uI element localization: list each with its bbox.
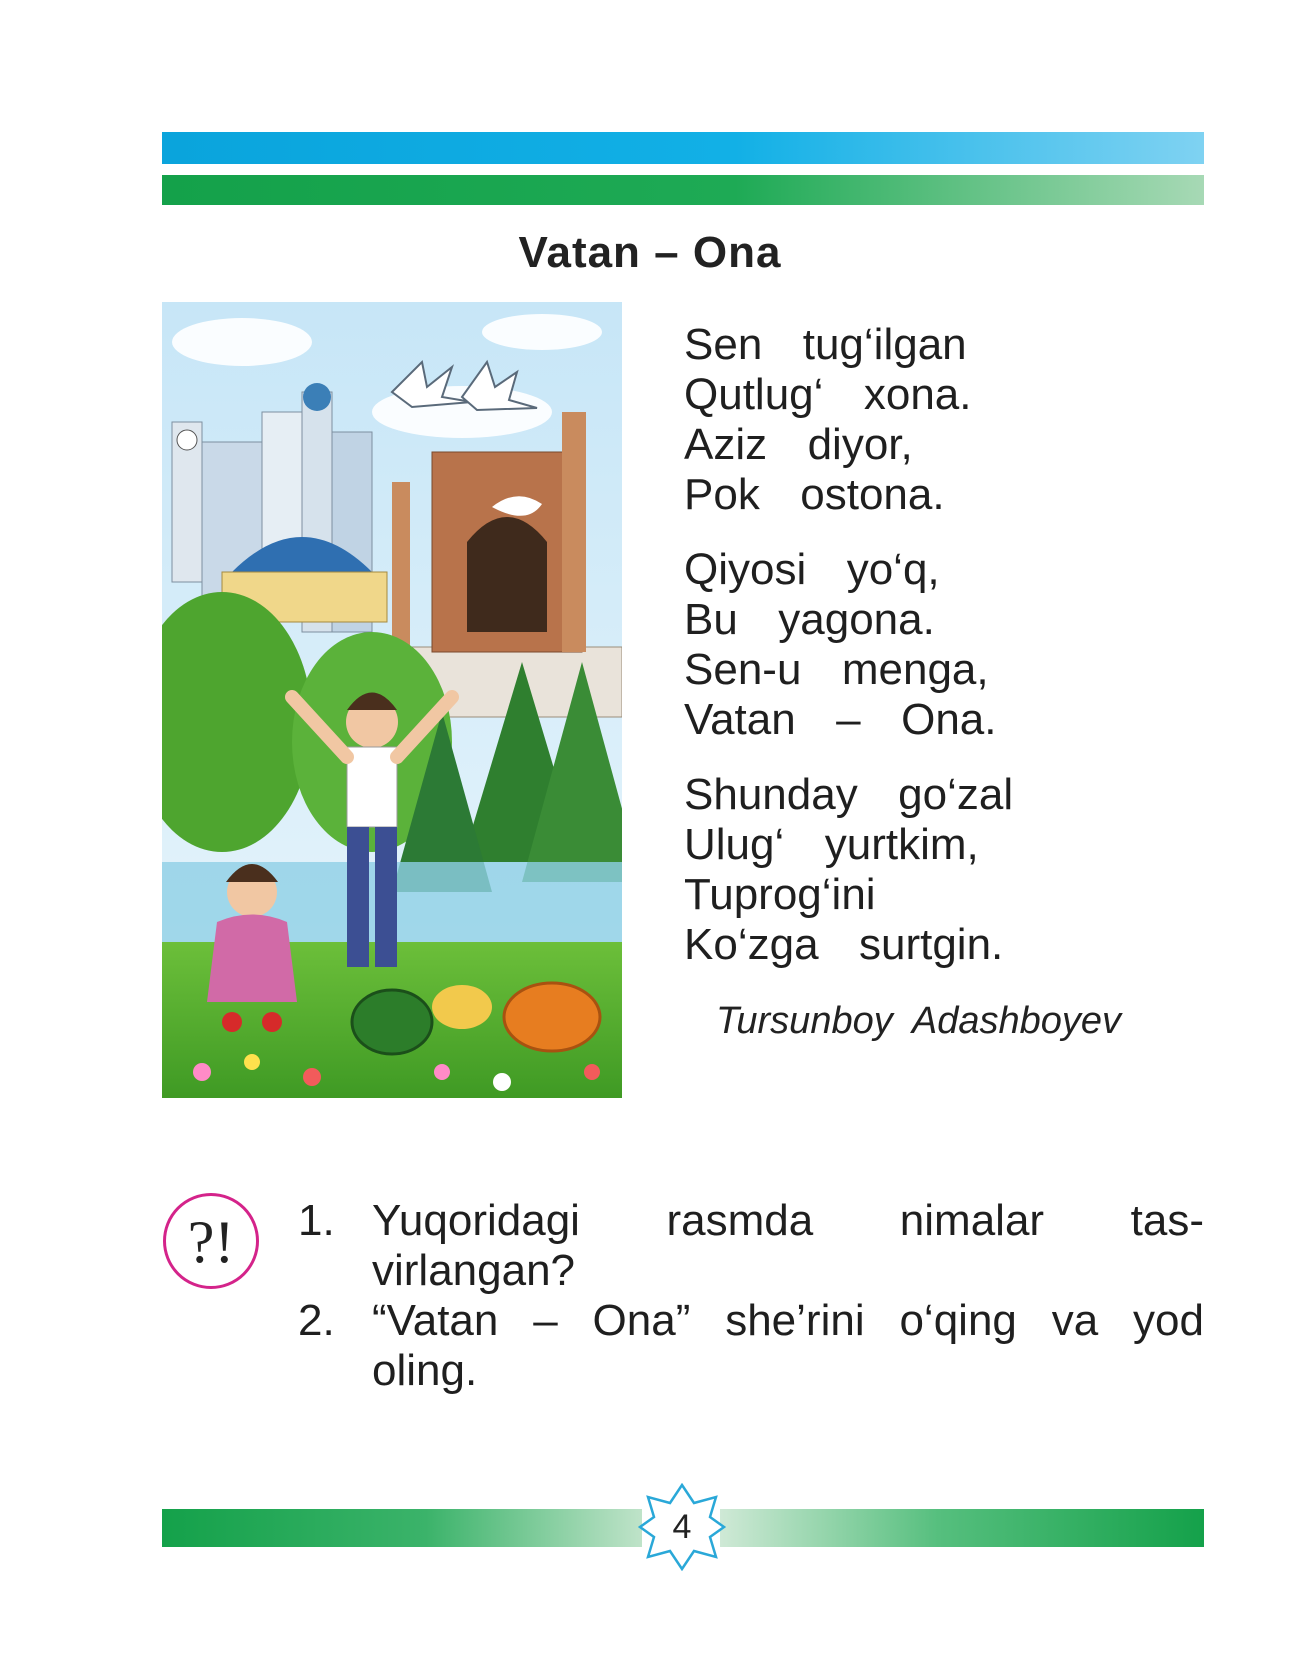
poem-line: Tuprog‘ini xyxy=(684,870,876,919)
question-item xyxy=(298,1296,1204,1396)
poem-line: Vatan – Ona. xyxy=(684,695,997,744)
poem-line: Ulug‘ yurtkim, xyxy=(684,820,979,869)
poem-line: Pok ostona. xyxy=(684,470,945,519)
questions-list xyxy=(298,1196,1204,1396)
poem-line: Qiyosi yo‘q, xyxy=(684,545,940,594)
page-title: Vatan – Ona xyxy=(518,228,782,277)
footer-bar-left xyxy=(162,1509,642,1547)
page-number: 4 xyxy=(672,1508,692,1546)
question-text: Yuqoridagi rasmda nimalar tas- virlangan? xyxy=(372,1196,1204,1295)
poem-line: Sen-u menga, xyxy=(684,645,989,694)
question-exclamation-icon: ?! xyxy=(163,1193,259,1289)
header-bar-green xyxy=(162,175,1204,205)
poem xyxy=(684,320,1013,995)
poem-author: Tursunboy Adashboyev xyxy=(716,1000,1122,1042)
poem-line: Shunday go‘zal xyxy=(684,770,1014,819)
watermelon-icon xyxy=(352,990,432,1054)
poem-stanza xyxy=(684,320,1013,520)
poem-line: Qutlug‘ xona. xyxy=(684,370,972,419)
poem-line: Aziz diyor, xyxy=(684,420,913,469)
poem-stanza xyxy=(684,545,1013,745)
question-number: 2. xyxy=(298,1296,335,1345)
poem-stanza xyxy=(684,770,1013,970)
question-text: “Vatan – Ona” she’rini o‘qing va yod oling. xyxy=(372,1296,1204,1395)
poem-line: Sen tug‘ilgan xyxy=(684,320,967,369)
poem-line: Ko‘zga surtgin. xyxy=(684,920,1004,969)
footer-bar-right xyxy=(720,1509,1204,1547)
header-bar-blue xyxy=(162,132,1204,164)
illustration-image xyxy=(162,302,622,1098)
question-item xyxy=(298,1196,1204,1296)
question-number: 1. xyxy=(298,1196,335,1245)
poem-line: Bu yagona. xyxy=(684,595,935,644)
